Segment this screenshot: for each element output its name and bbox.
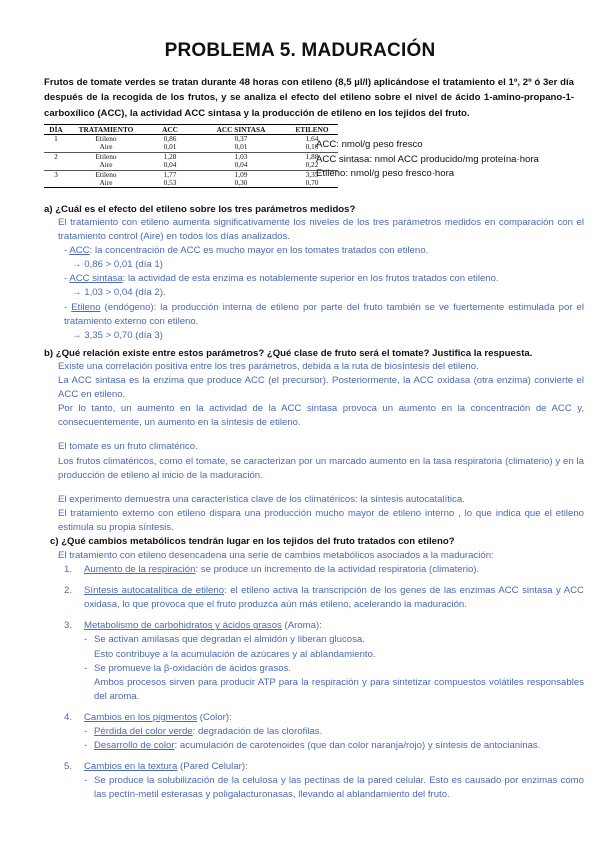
item-number: 1. xyxy=(64,564,73,576)
cell-dia: 2 xyxy=(54,151,58,161)
cell-acc: 0,86 xyxy=(163,134,177,143)
answer-b-p4: El tomate es un fruto climatérico. xyxy=(58,441,198,453)
question-c: c) ¿Qué cambios metabólicos tendrán lugar en los tejidos del fruto tratados con etileno? xyxy=(50,536,455,547)
atp-text: Ambos procesos sirven para producir ATP para la respiración y para sintetizar compuestos volátiles responsables del aroma. xyxy=(94,676,584,702)
answer-c xyxy=(58,549,584,803)
azucares-text: Esto contribuye a la acumulación de azúcares y al ablandamiento. xyxy=(94,648,376,660)
term-metabolismo: Metabolismo de carbohidratos y ácidos grasos xyxy=(84,620,282,632)
cell-etileno: 0,22 xyxy=(286,161,338,170)
header-tratamiento: TRATAMIENTO xyxy=(68,125,144,135)
amilasas-text: Se activan amilasas que degradan el almidón y liberan glucosa. xyxy=(94,634,365,646)
list-item xyxy=(58,584,584,612)
term-desarrollo-color: Desarrollo de color xyxy=(94,740,175,752)
textura-suffix: (Pared Celular): xyxy=(177,761,248,773)
table-header-row xyxy=(44,125,338,135)
answer-b-p7: El tratamiento externo con etileno dispara una producción mucho mayor de etileno interno , lo que indica que el etileno estimula su propia síntesis. xyxy=(58,507,584,533)
unit-etileno: Etileno: nmol/g peso fresco·hora xyxy=(316,168,455,179)
answer-a-sintasa-value: → 1,03 > 0,04 (día 2). xyxy=(72,287,166,299)
term-acc: ACC xyxy=(69,245,90,257)
dash: - xyxy=(64,301,72,313)
cell-tratamiento: Etileno xyxy=(95,134,117,143)
cell-tratamiento: Aire xyxy=(68,161,144,170)
header-acc: ACC xyxy=(144,125,196,135)
list-item xyxy=(58,760,584,802)
question-b: b) ¿Qué relación existe entre estos parámetros? ¿Qué clase de fruto será el tomate? Justifica la respuesta. xyxy=(44,348,533,359)
cell-tratamiento: Etileno xyxy=(95,169,117,179)
bullet-item xyxy=(84,633,584,661)
problem-statement: Frutos de tomate verdes se tratan durante 48 horas con etileno (8,5 µl/l) aplicándose el tratamiento el 1º, 2º ó 3er día después de la recogida de los frutos, y se analiza el efecto del etileno sobre el nivel de ácido 1-amino-propano-1-carboxílico (ACC), la actividad ACC sintasa y la producción de etileno en los tejidos del fruto. xyxy=(44,77,574,119)
cell-acc: 1,77 xyxy=(163,169,177,179)
cell-acc: 0,53 xyxy=(144,179,196,188)
sintesis-description: : el etileno activa la transcripción de los genes de las enzimas ACC sintasa y ACC oxidasa, lo que provoca que el fruto produzca aún más etileno, acelerando la maduración. xyxy=(84,585,584,611)
unit-acc-sintasa: ACC sintasa: nmol ACC producido/mg proteína·hora xyxy=(316,153,539,165)
table-row xyxy=(44,170,338,179)
cell-acc-sintasa: 0,30 xyxy=(196,179,286,188)
pigmentos-suffix: (Color): xyxy=(197,711,232,723)
answer-b-p1: Existe una correlación positiva entre los tres parámetros, debida a la ruta de biosíntesis del etileno. xyxy=(58,361,479,372)
term-acc-sintasa: ACC sintasa xyxy=(69,273,123,285)
cell-dia xyxy=(44,143,68,152)
cell-acc-sintasa: 0,01 xyxy=(196,143,286,152)
answer-b-p3: Por lo tanto, un aumento en la actividad de la ACC sintasa provoca un aumento en la concentración de ACC y, consecuentemente, un aumento en la síntesis de etileno. xyxy=(58,403,584,429)
respiracion-description: : se produce un incremento de la actividad respiratoria (climaterio). xyxy=(195,564,480,576)
units-legend xyxy=(316,138,539,182)
header-etileno: ETILENO xyxy=(286,125,338,135)
dash: - xyxy=(84,775,88,787)
answer-a-etileno-value: → 3,35 > 0,70 (día 3) xyxy=(72,329,163,341)
term-etileno: Etileno xyxy=(71,301,101,313)
dash: - xyxy=(84,634,88,646)
dash: - xyxy=(64,245,70,257)
cell-etileno: 3,35 xyxy=(305,169,319,179)
cell-dia: 1 xyxy=(54,134,58,143)
cell-dia: 3 xyxy=(54,169,58,179)
term-pigmentos: Cambios en los pigmentos xyxy=(84,711,198,723)
sintasa-description: : la actividad de esta enzima es notablemente superior en los frutos tratados con etileno. xyxy=(122,273,499,285)
cell-etileno: 0,16 xyxy=(286,143,338,152)
unit-acc: ACC: nmol/g peso fresco xyxy=(316,139,423,150)
cell-acc: 1,28 xyxy=(163,151,177,161)
bullet-item xyxy=(84,676,584,704)
term-textura: Cambios en la textura xyxy=(84,761,178,773)
cell-tratamiento: Aire xyxy=(68,143,144,152)
cell-acc-sintasa: 0,37 xyxy=(234,134,248,143)
answer-b-p5: Los frutos climatéricos, como el tomate, se caracterizan por un marcado aumento en la tasa respiratoria (climaterio) y en la producción de etileno al inicio de la maduración. xyxy=(58,455,584,481)
etileno-description: (endógeno): la producción interna de etileno por parte del fruto también se ve fuertemente estimulada por el tratamiento externo con etileno. xyxy=(64,301,584,327)
table-row xyxy=(44,179,338,188)
cell-acc-sintasa: 1,09 xyxy=(234,169,248,179)
item-number: 5. xyxy=(64,761,73,773)
term-sintesis-autocatalitica: Síntesis autocatalítica de etileno xyxy=(84,585,225,597)
dash: - xyxy=(84,726,88,738)
beta-oxidacion-text: Se promueve la β-oxidación de ácidos grasos. xyxy=(94,662,291,674)
list-item xyxy=(58,619,584,704)
perdida-verde-text: : degradación de las clorofilas. xyxy=(192,726,323,738)
desarrollo-color-text: : acumulación de carotenoides (que dan color naranja/rojo) y síntesis de antocianinas. xyxy=(174,740,541,752)
answer-a-sintasa xyxy=(58,272,584,286)
bullet-item xyxy=(84,725,584,739)
pared-celular-text: Se produce la solubilización de la celulosa y las pectinas de la pared celular. Esto es causado por enzimas como las pectín-metil esterasas y poligalacturonasas, llevando al ablandamiento del fruto. xyxy=(94,775,584,801)
answer-a-etileno xyxy=(58,301,584,329)
page-title: PROBLEMA 5. MADURACIÓN xyxy=(164,40,436,61)
table-row xyxy=(44,152,338,161)
answer-c-intro: El tratamiento con etileno desencadena una serie de cambios metabólicos asociados a la maduración: xyxy=(58,550,494,561)
dash: - xyxy=(84,662,88,674)
answer-b xyxy=(58,360,584,535)
answer-b-p2: La ACC sintasa es la enzima que produce ACC (el precursor). Posteriormente, la ACC oxidasa (otra enzima) convierte el ACC en etileno. xyxy=(58,375,584,401)
answer-b-p6: El experimento demuestra una característica clave de los climatéricos: la síntesis autocatalítica. xyxy=(58,493,465,505)
bullet-item xyxy=(84,774,584,802)
cell-tratamiento: Aire xyxy=(68,179,144,188)
acc-description: : la concentración de ACC es mucho mayor en los tomates tratados con etileno. xyxy=(89,245,429,257)
results-table xyxy=(44,124,338,188)
header-dia: DÍA xyxy=(44,125,68,135)
metabolismo-suffix: (Aroma): xyxy=(281,620,322,632)
dash: - xyxy=(84,740,88,752)
term-perdida-verde: Pérdida del color verde xyxy=(94,726,193,738)
list-item xyxy=(58,711,584,753)
dash: - xyxy=(64,273,70,285)
cell-acc: 0,04 xyxy=(144,161,196,170)
item-number: 4. xyxy=(64,711,73,723)
answer-a-acc xyxy=(58,244,584,258)
answer-a-acc-value: → 0,86 > 0,01 (día 1) xyxy=(72,259,163,271)
cell-etileno: 1,88 xyxy=(305,151,319,161)
cell-acc-sintasa: 0,04 xyxy=(196,161,286,170)
cell-acc: 0,01 xyxy=(144,143,196,152)
cell-etileno: 1,64 xyxy=(305,134,319,143)
table-row xyxy=(44,135,338,144)
cell-acc-sintasa: 1,03 xyxy=(234,151,248,161)
table-row xyxy=(44,143,338,152)
item-number: 3. xyxy=(64,620,73,632)
table-row xyxy=(44,161,338,170)
bullet-item xyxy=(84,662,584,676)
bullet-item xyxy=(84,739,584,753)
item-number: 2. xyxy=(64,585,73,597)
term-respiracion: Aumento de la respiración xyxy=(84,564,196,576)
answer-a-summary: El tratamiento con etileno aumenta significativamente los niveles de los tres parámetros medidos en comparación con el tratamiento control (Aire) en todos los días analizados. xyxy=(58,217,584,243)
header-acc-sintasa: ACC SINTASA xyxy=(196,125,286,135)
question-a: a) ¿Cuál es el efecto del etileno sobre los tres parámetros medidos? xyxy=(44,204,356,215)
list-item xyxy=(58,563,584,577)
cell-tratamiento: Etileno xyxy=(95,151,117,161)
cell-dia xyxy=(44,161,68,170)
cell-dia xyxy=(44,179,68,188)
answer-a xyxy=(58,216,584,343)
cell-etileno: 0,70 xyxy=(286,179,338,188)
